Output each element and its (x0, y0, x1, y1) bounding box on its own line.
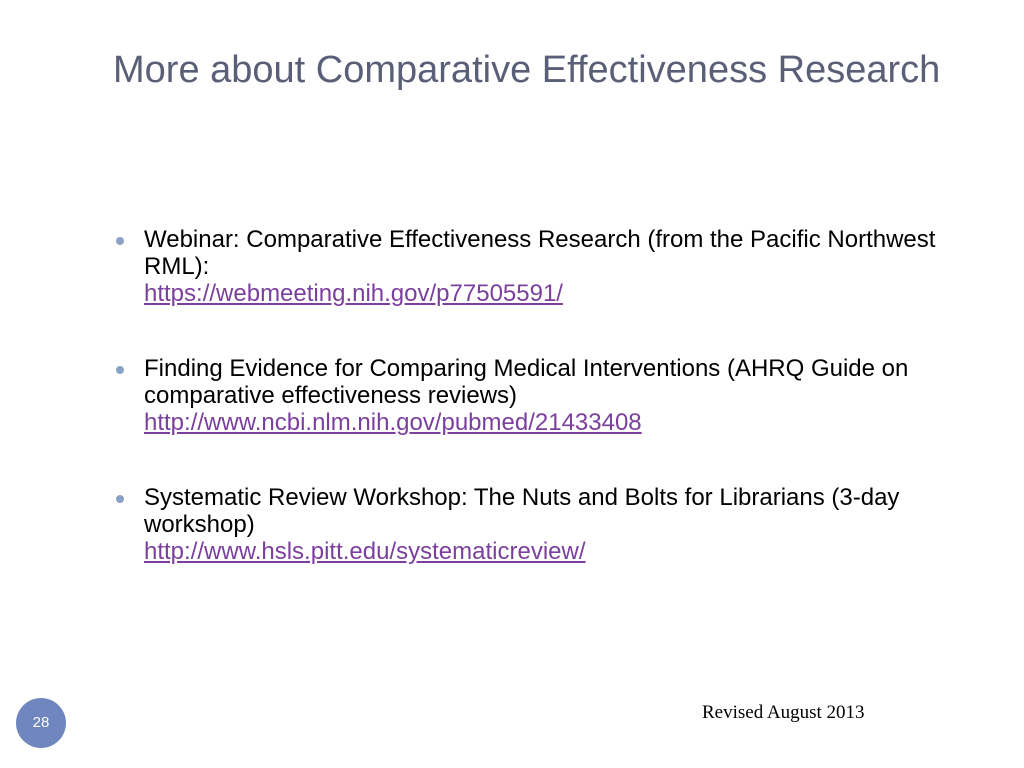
slide-title: More about Comparative Effectiveness Research (113, 49, 941, 91)
workshop-link[interactable]: http://www.hsls.pitt.edu/systematicreview/ (144, 538, 586, 565)
ahrq-guide-link[interactable]: http://www.ncbi.nlm.nih.gov/pubmed/21433408 (144, 409, 642, 436)
bullet-dot-icon (116, 237, 124, 245)
bullet-text: Webinar: Comparative Effectiveness Research (from the Pacific Northwest RML): (144, 226, 936, 280)
bullet-item (116, 355, 966, 436)
bullet-text: Finding Evidence for Comparing Medical Interventions (AHRQ Guide on comparative effectiveness reviews) (144, 355, 909, 409)
bullet-dot-icon (116, 366, 124, 374)
webinar-link[interactable]: https://webmeeting.nih.gov/p77505591/ (144, 280, 563, 307)
revision-footer: Revised August 2013 (702, 702, 865, 723)
bullet-item (116, 226, 966, 307)
slide-number-badge: 28 (16, 698, 66, 748)
bullet-text: Systematic Review Workshop: The Nuts and Bolts for Librarians (3-day workshop) (144, 484, 900, 538)
bullet-item (116, 484, 966, 565)
bullet-list (116, 226, 966, 613)
bullet-dot-icon (116, 495, 124, 503)
